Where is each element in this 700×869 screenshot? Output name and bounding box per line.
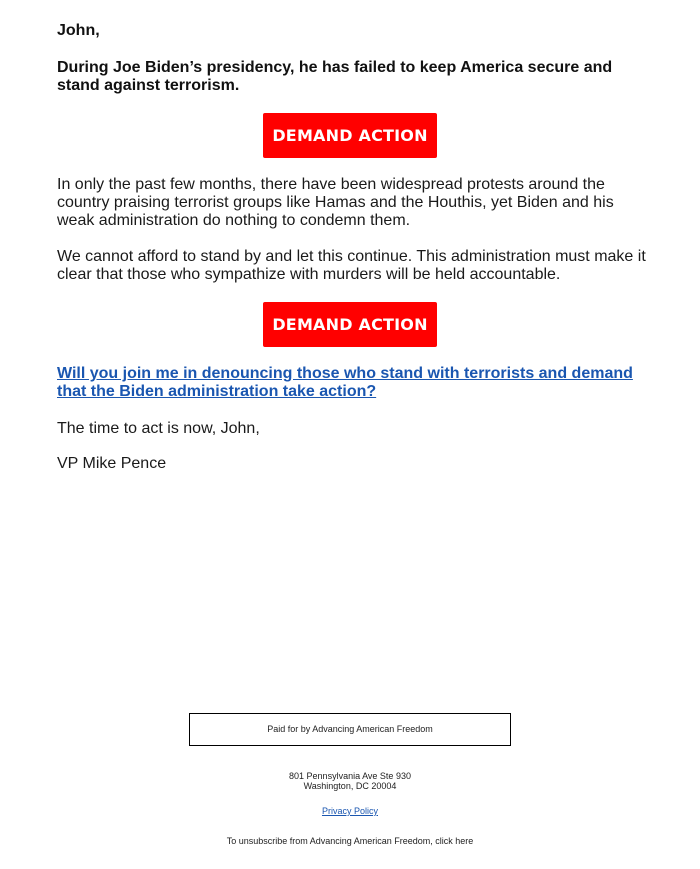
privacy-policy-link[interactable]: Privacy Policy	[321, 806, 378, 816]
join-denounce-link[interactable]: Will you join me in denouncing those who stand with terrorists and demand that the Biden administration take action?	[57, 365, 633, 400]
closing-line: The time to act is now, John,	[57, 420, 260, 437]
cta-top-container	[0, 113, 700, 158]
unsubscribe-link[interactable]: To unsubscribe from Advancing American Freedom, click here	[226, 836, 474, 846]
address-line-1: 801 Pennsylvania Ave Ste 930	[289, 771, 411, 781]
mailing-address	[0, 771, 700, 791]
signature: VP Mike Pence	[57, 455, 167, 472]
demand-action-button-bottom[interactable]: DEMAND ACTION	[263, 302, 437, 347]
greeting: John,	[57, 22, 100, 39]
paragraph-accountability: We cannot afford to stand by and let this continue. This administration must make it clear that those who sympathize with murders will be held accountable.	[57, 248, 646, 283]
address-line-2: Washington, DC 20004	[303, 781, 397, 791]
paragraph-protests: In only the past few months, there have been widespread protests around the country praising terrorist groups like Hamas and the Houthis, yet Biden and his weak administration do nothing to condemn them.	[57, 176, 614, 229]
lead-statement: During Joe Biden’s presidency, he has failed to keep America secure and stand against terrorism.	[57, 59, 613, 94]
privacy-container	[0, 806, 700, 816]
cta-bottom-container	[0, 302, 700, 347]
paid-for-disclaimer: Paid for by Advancing American Freedom	[189, 713, 511, 746]
demand-action-button-top[interactable]: DEMAND ACTION	[263, 113, 437, 158]
